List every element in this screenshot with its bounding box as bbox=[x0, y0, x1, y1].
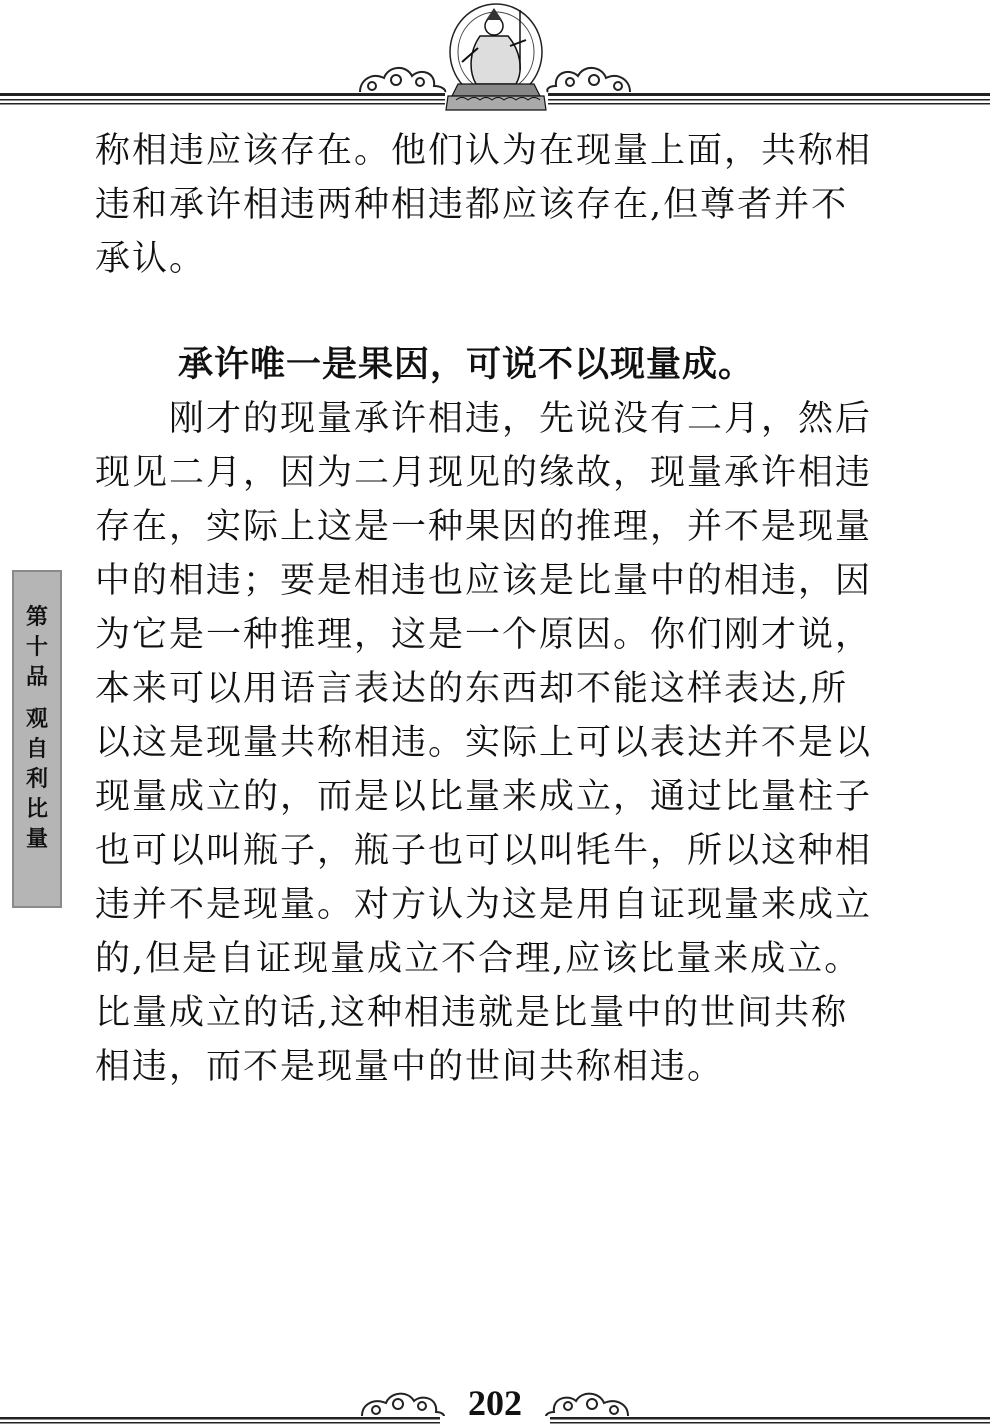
top-paragraph bbox=[95, 124, 895, 286]
title-char: 自 bbox=[25, 736, 48, 762]
text-line: 违和承许相违两种相违都应该存在,但尊者并不 bbox=[95, 185, 849, 225]
page-number: 202 bbox=[468, 1383, 522, 1423]
cloud-ornament-left bbox=[360, 68, 445, 92]
text-line: 本来可以用语言表达的东西却不能这样表达,所 bbox=[95, 669, 849, 709]
deity-figure-icon bbox=[446, 4, 546, 110]
text-line: 现量成立的，而是以比量来成立，通过比量柱子 bbox=[95, 777, 873, 817]
cloud-ornament-right bbox=[547, 68, 630, 92]
text-line: 违并不是现量。对方认为这是用自证现量来成立 bbox=[95, 885, 873, 925]
text-line: 也可以叫瓶子，瓶子也可以叫牦牛，所以这种相 bbox=[95, 831, 873, 871]
text-line: 比量成立的话,这种相违就是比量中的世间共称 bbox=[95, 993, 849, 1033]
title-char: 比 bbox=[25, 796, 48, 822]
text-line: 称相违应该存在。他们认为在现量上面，共称相 bbox=[95, 131, 873, 171]
text-line: 刚才的现量承许相违，先说没有二月，然后 bbox=[95, 399, 873, 439]
title-char: 利 bbox=[25, 766, 48, 792]
text-line: 为它是一种推理，这是一个原因。你们刚才说， bbox=[95, 615, 873, 655]
text-line: 存在，实际上这是一种果因的推理，并不是现量 bbox=[95, 507, 873, 547]
title-char: 观 bbox=[25, 706, 48, 732]
chapter-char: 十 bbox=[25, 634, 48, 660]
text-line: 承认。 bbox=[95, 239, 207, 279]
chapter-char: 第 bbox=[25, 604, 48, 630]
text-line: 的,但是自证现量成立不合理,应该比量来成立。 bbox=[95, 939, 862, 979]
chapter-char: 品 bbox=[25, 664, 48, 690]
text-line: 中的相违；要是相违也应该是比量中的相违，因 bbox=[95, 561, 873, 601]
chapter-side-tab bbox=[12, 570, 62, 908]
header-ornament bbox=[0, 0, 990, 115]
text-line: 现见二月，因为二月现见的缘故，现量承许相违 bbox=[95, 453, 873, 493]
text-line: 以这是现量共称相违。实际上可以表达并不是以 bbox=[95, 723, 873, 763]
verse-heading: 承许唯一是果因，可说不以现量成。 bbox=[178, 345, 755, 385]
text-line: 相违，而不是现量中的世间共称相违。 bbox=[95, 1047, 725, 1087]
commentary-paragraph bbox=[95, 392, 895, 1094]
title-char: 量 bbox=[25, 826, 48, 852]
